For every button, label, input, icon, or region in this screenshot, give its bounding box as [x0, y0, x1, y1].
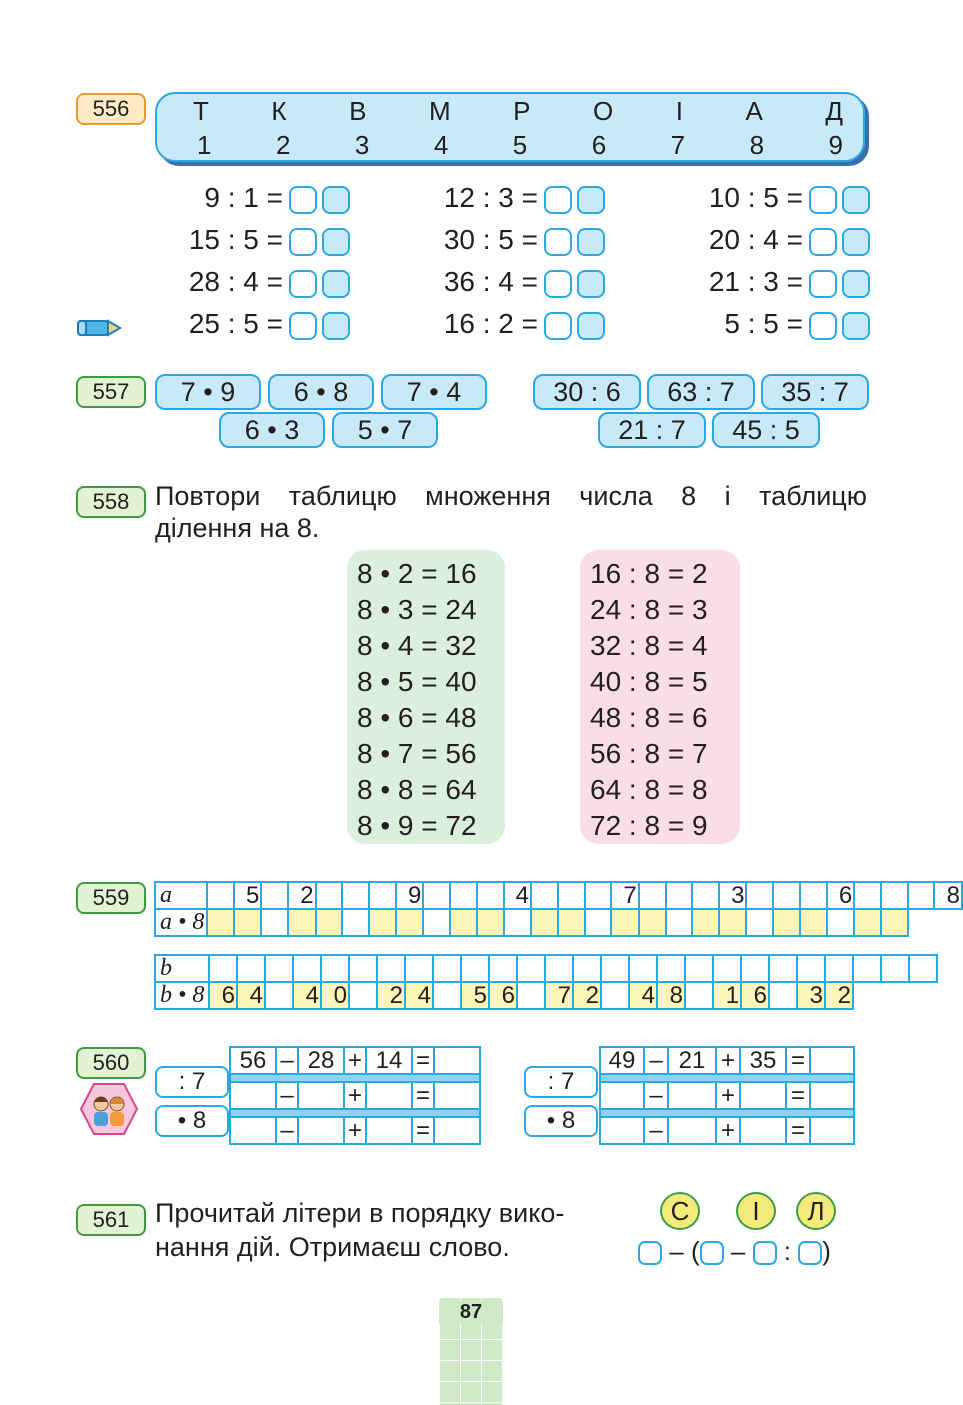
- table-row: 16 : 8 = 2: [590, 558, 708, 589]
- chain-table-left: [229, 1046, 481, 1145]
- answer-box[interactable]: [577, 186, 605, 214]
- table-row: 56 – 28 + 14 =: [230, 1047, 480, 1074]
- row-label-b8: b • 8: [155, 982, 209, 1009]
- answer-box[interactable]: [289, 228, 317, 256]
- cipher-letter: І: [675, 96, 683, 126]
- expression-card: 63 : 7: [647, 374, 755, 410]
- row-label-a: a: [155, 882, 207, 909]
- pair-work-icon: [80, 1082, 138, 1136]
- answer-box[interactable]: [809, 186, 837, 214]
- answer-box[interactable]: [753, 1241, 777, 1265]
- table-row: a 5 2 9 4 7 3 6 8: [155, 882, 962, 909]
- answer-box[interactable]: [577, 312, 605, 340]
- exercise-text: Повтори таблицю множення числа 8 і таблицю: [155, 481, 867, 511]
- answer-box[interactable]: [322, 228, 350, 256]
- table-row: 8 • 5 = 40: [357, 666, 477, 697]
- expression-card: 6 • 8: [268, 374, 374, 410]
- table-row: b • 8 6 4 4 0 2 4 5 6 7 2 4 8 1 6 3 2: [155, 982, 937, 1009]
- cipher-letters: [193, 96, 843, 126]
- cipher-digit: 3: [354, 130, 370, 160]
- operation-label-div7: : 7: [155, 1066, 229, 1098]
- table-row: – + =: [600, 1082, 854, 1109]
- exercise-number-556: 556: [76, 93, 146, 125]
- answer-box[interactable]: [842, 270, 870, 298]
- division-equation: 21 : 3 =: [660, 262, 870, 302]
- table-row: [155, 909, 962, 936]
- row-label-a8: a • 8: [155, 909, 207, 936]
- table-row: 8 • 6 = 48: [357, 702, 477, 733]
- pencil-icon: [74, 318, 122, 338]
- division-equation: 30 : 5 =: [400, 220, 605, 260]
- division-equation: 10 : 5 =: [660, 178, 870, 218]
- exercise-number-560: 560: [76, 1047, 146, 1079]
- answer-cell[interactable]: [810, 1082, 854, 1109]
- division-equation: 15 : 5 =: [150, 220, 350, 260]
- operation-label-mul8: • 8: [524, 1105, 598, 1137]
- cipher-digit: 2: [275, 130, 291, 160]
- division-table: [580, 550, 740, 844]
- answer-box[interactable]: [289, 312, 317, 340]
- answer-box[interactable]: [577, 228, 605, 256]
- table-row: 8 • 4 = 32: [357, 630, 477, 661]
- answer-box[interactable]: [809, 270, 837, 298]
- cipher-letter: А: [745, 96, 763, 126]
- answer-cell[interactable]: [434, 1082, 480, 1109]
- table-row: 64 : 8 = 8: [590, 774, 708, 805]
- exercise-text: Прочитай літери в порядку вико-: [155, 1198, 565, 1228]
- answer-box[interactable]: [289, 186, 317, 214]
- letter-circle: І: [736, 1192, 776, 1230]
- exercise-text: нання дій. Отримаєш слово.: [155, 1232, 510, 1262]
- expression-card: 45 : 5: [712, 412, 820, 448]
- cipher-letter: Р: [513, 96, 531, 126]
- cipher-letter: О: [592, 96, 614, 126]
- table-row: [155, 955, 937, 982]
- expression-row: – ( – : ): [638, 1236, 831, 1266]
- answer-box[interactable]: [322, 270, 350, 298]
- division-equation: 16 : 2 =: [400, 304, 605, 344]
- exercise-text: ділення на 8.: [155, 513, 320, 543]
- cipher-digit: 1: [197, 130, 212, 160]
- cipher-letter: Т: [193, 96, 209, 126]
- answer-box[interactable]: [809, 228, 837, 256]
- row-label-b: b: [155, 955, 209, 982]
- operation-label-div7: : 7: [524, 1066, 598, 1098]
- cipher-letter: К: [271, 96, 287, 126]
- expression-card: 30 : 6: [533, 374, 641, 410]
- cipher-letter: В: [349, 96, 367, 126]
- expression-card: 7 • 4: [381, 374, 487, 410]
- division-equation: 25 : 5 =: [150, 304, 350, 344]
- answer-box[interactable]: [322, 312, 350, 340]
- division-equation: 20 : 4 =: [660, 220, 870, 260]
- answer-box[interactable]: [289, 270, 317, 298]
- division-equation: 12 : 3 =: [400, 178, 605, 218]
- answer-box[interactable]: [577, 270, 605, 298]
- table-b: [154, 954, 938, 1010]
- exercise-number-558: 558: [76, 486, 146, 518]
- table-row: – + =: [230, 1117, 480, 1144]
- table-row: 72 : 8 = 9: [590, 810, 708, 841]
- answer-cell[interactable]: [810, 1117, 854, 1144]
- letter-circle: С: [660, 1192, 700, 1230]
- expression-card: 6 • 3: [219, 412, 325, 448]
- expression-card: 35 : 7: [761, 374, 869, 410]
- cipher-digit: 6: [591, 130, 607, 160]
- answer-box[interactable]: [798, 1241, 822, 1265]
- cipher-digit: 4: [433, 130, 449, 160]
- answer-box[interactable]: [700, 1241, 724, 1265]
- exercise-number-559: 559: [76, 882, 146, 914]
- answer-cell[interactable]: [434, 1117, 480, 1144]
- cipher-digit: 7: [670, 130, 686, 160]
- division-equation: 36 : 4 =: [400, 262, 605, 302]
- operation-label-mul8: • 8: [155, 1105, 229, 1137]
- table-row: – + =: [600, 1117, 854, 1144]
- exercise-number-557: 557: [76, 376, 146, 408]
- division-equation: 9 : 1 =: [150, 178, 350, 218]
- answer-box[interactable]: [544, 270, 572, 298]
- table-row: 8 • 8 = 64: [357, 774, 477, 805]
- cipher-digit: 5: [512, 130, 528, 160]
- answer-box[interactable]: [809, 312, 837, 340]
- cipher-banner: [155, 92, 865, 162]
- answer-box[interactable]: [842, 228, 870, 256]
- table-row: 8 • 2 = 16: [357, 558, 477, 589]
- table-a: [154, 881, 963, 937]
- answer-box[interactable]: [638, 1241, 662, 1265]
- page-number-block: [439, 1297, 503, 1405]
- cipher-digits: [197, 130, 843, 160]
- cipher-digit: 8: [749, 130, 765, 160]
- multiplication-table: [347, 550, 505, 844]
- cipher-letter: Д: [825, 96, 843, 126]
- table-row: 40 : 8 = 5: [590, 666, 708, 697]
- table-row: – + =: [230, 1082, 480, 1109]
- exercise-number-561: 561: [76, 1204, 146, 1236]
- chain-table-right: [599, 1046, 855, 1145]
- division-equation: 28 : 4 =: [150, 262, 350, 302]
- answer-box[interactable]: [544, 186, 572, 214]
- table-row: 8 • 9 = 72: [357, 810, 477, 841]
- expression-card: 5 • 7: [332, 412, 438, 448]
- answer-cell[interactable]: [434, 1047, 480, 1074]
- answer-box[interactable]: [842, 186, 870, 214]
- expression-card: 21 : 7: [598, 412, 706, 448]
- page-number: 87: [439, 1301, 503, 1324]
- table-row: 8 • 3 = 24: [357, 594, 477, 625]
- table-row: 32 : 8 = 4: [590, 630, 708, 661]
- answer-cell[interactable]: [810, 1047, 854, 1074]
- cipher-digit: 9: [828, 130, 843, 160]
- division-equation: 5 : 5 =: [660, 304, 870, 344]
- table-row: 56 : 8 = 7: [590, 738, 708, 769]
- table-row: 24 : 8 = 3: [590, 594, 708, 625]
- answer-box[interactable]: [544, 228, 572, 256]
- table-row: 48 : 8 = 6: [590, 702, 708, 733]
- letter-circle: Л: [796, 1192, 836, 1230]
- expression-card: 7 • 9: [155, 374, 261, 410]
- answer-box[interactable]: [544, 312, 572, 340]
- table-row: 8 • 7 = 56: [357, 738, 477, 769]
- table-row: 49 – 21 + 35 =: [600, 1047, 854, 1074]
- answer-box[interactable]: [322, 186, 350, 214]
- cipher-letter: М: [428, 96, 451, 126]
- answer-box[interactable]: [842, 312, 870, 340]
